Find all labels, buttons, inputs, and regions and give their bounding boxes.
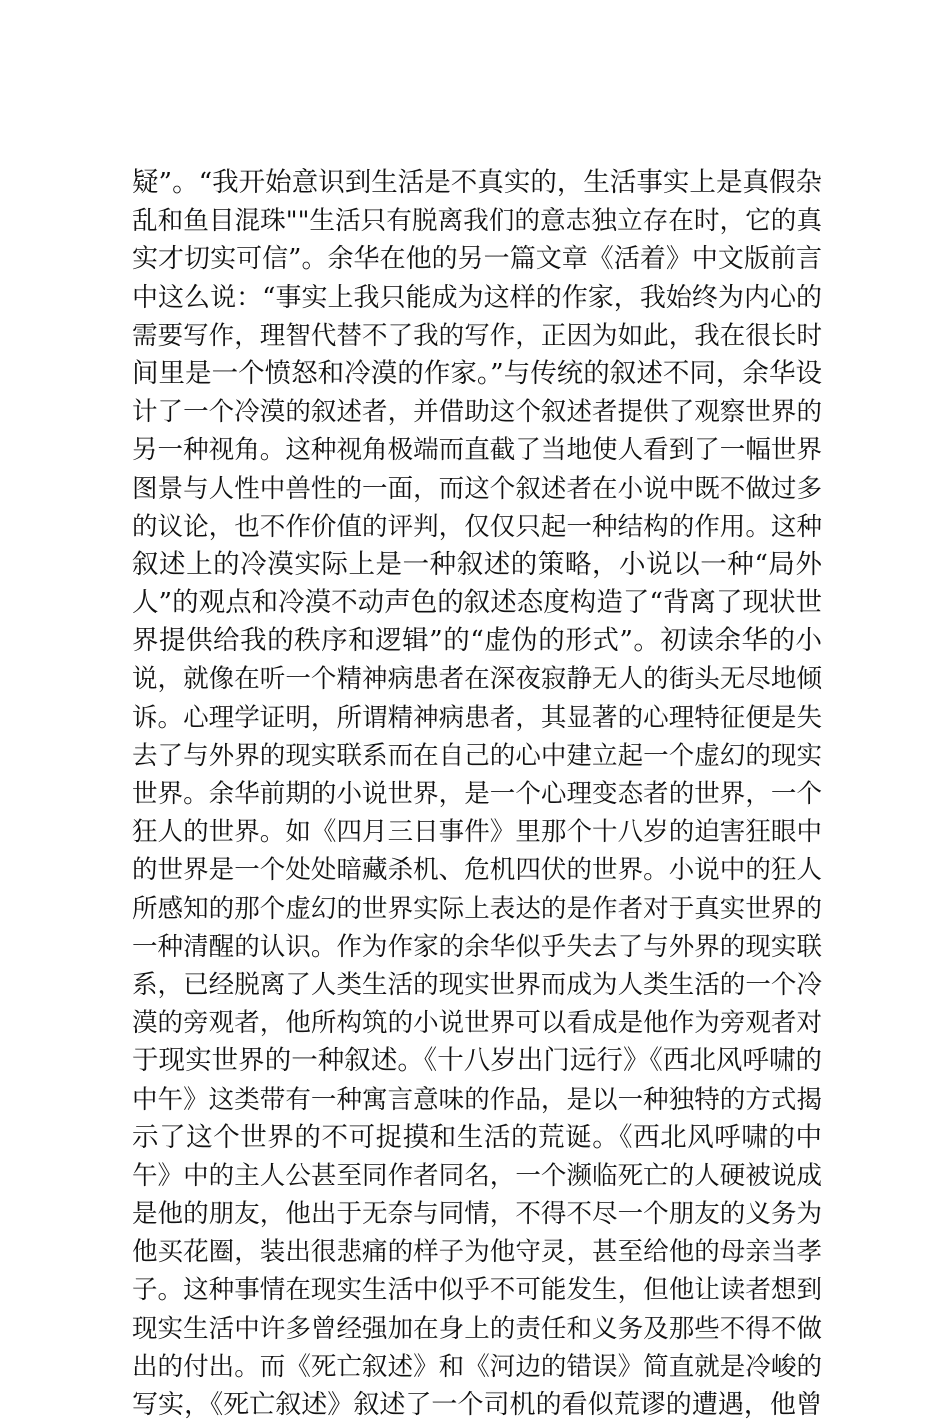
text-line: 所感知的那个虚幻的世界实际上表达的是作者对于真实世界的 <box>132 893 822 924</box>
text-line: 狂人的世界。如《四月三日事件》里那个十八岁的迫害狂眼中 <box>132 817 822 848</box>
text-line: 的世界是一个处处暗藏杀机、危机四伏的世界。小说中的狂人 <box>132 855 822 886</box>
text-line: 的议论，也不作价值的评判，仅仅只起一种结构的作用。这种 <box>132 511 822 542</box>
text-line: 诉。心理学证明，所谓精神病患者，其显著的心理特征便是失 <box>132 702 822 733</box>
text-line: 叙述上的冷漠实际上是一种叙述的策略，小说以一种“局外 <box>132 548 822 580</box>
text-line: 实才切实可信”。余华在他的另一篇文章《活着》中文版前言 <box>132 244 822 275</box>
text-line: 中这么说：“事实上我只能成为这样的作家，我始终为内心的 <box>132 282 822 313</box>
text-line: 计了一个冷漠的叙述者，并借助这个叙述者提供了观察世界的 <box>132 397 822 428</box>
text-line: 写实，《死亡叙述》叙述了一个司机的看似荒谬的遭遇，他曾 <box>132 1390 822 1420</box>
text-line: 间里是一个愤怒和冷漠的作家。”与传统的叙述不同，余华设 <box>132 357 822 389</box>
body-text <box>132 164 822 1424</box>
text-line: 出的付出。而《死亡叙述》和《河边的错误》简直就是冷峻的 <box>132 1351 822 1382</box>
text-line: 子。这种事情在现实生活中似乎不可能发生，但他让读者想到 <box>132 1275 822 1306</box>
text-line: 示了这个世界的不可捉摸和生活的荒诞。《西北风呼啸的中 <box>132 1121 822 1153</box>
text-line: 乱和鱼目混珠""生活只有脱离我们的意志独立存在时，它的真 <box>132 206 822 237</box>
text-line: 图景与人性中兽性的一面，而这个叙述者在小说中既不做过多 <box>132 473 822 504</box>
text-line: 系，已经脱离了人类生活的现实世界而成为人类生活的一个冷 <box>132 969 822 1000</box>
text-line: 需要写作，理智代替不了我的写作，正因为如此，我在很长时 <box>132 320 822 351</box>
text-line: 他买花圈，装出很悲痛的样子为他守灵，甚至给他的母亲当孝 <box>132 1237 822 1268</box>
text-line: 中午》这类带有一种寓言意味的作品，是以一种独特的方式揭 <box>132 1084 822 1115</box>
text-line: 另一种视角。这种视角极端而直截了当地使人看到了一幅世界 <box>132 435 822 466</box>
text-line: 于现实世界的一种叙述。《十八岁出门远行》《西北风呼啸的 <box>132 1045 822 1077</box>
text-line: 世界。余华前期的小说世界，是一个心理变态者的世界，一个 <box>132 779 822 809</box>
text-line: 说，就像在听一个精神病患者在深夜寂静无人的街头无尽地倾 <box>132 664 822 695</box>
text-line: 界提供给我的秩序和逻辑”的“虚伪的形式”。初读余华的小 <box>132 625 822 657</box>
text-line: 去了与外界的现实联系而在自己的心中建立起一个虚幻的现实 <box>132 740 822 771</box>
text-line: 漠的旁观者，他所构筑的小说世界可以看成是他作为旁观者对 <box>132 1008 822 1039</box>
text-line: 午》中的主人公甚至同作者同名，一个濒临死亡的人硬被说成 <box>132 1160 822 1191</box>
text-line: 现实生活中许多曾经强加在身上的责任和义务及那些不得不做 <box>132 1313 822 1344</box>
text-line: 疑”。“我开始意识到生活是不真实的，生活事实上是真假杂 <box>132 167 822 198</box>
text-line: 一种清醒的认识。作为作家的余华似乎失去了与外界的现实联 <box>132 931 822 962</box>
text-line: 是他的朋友，他出于无奈与同情，不得不尽一个朋友的义务为 <box>132 1199 822 1230</box>
text-line: 人”的观点和冷漠不动声色的叙述态度构造了“背离了现状世 <box>132 587 822 619</box>
